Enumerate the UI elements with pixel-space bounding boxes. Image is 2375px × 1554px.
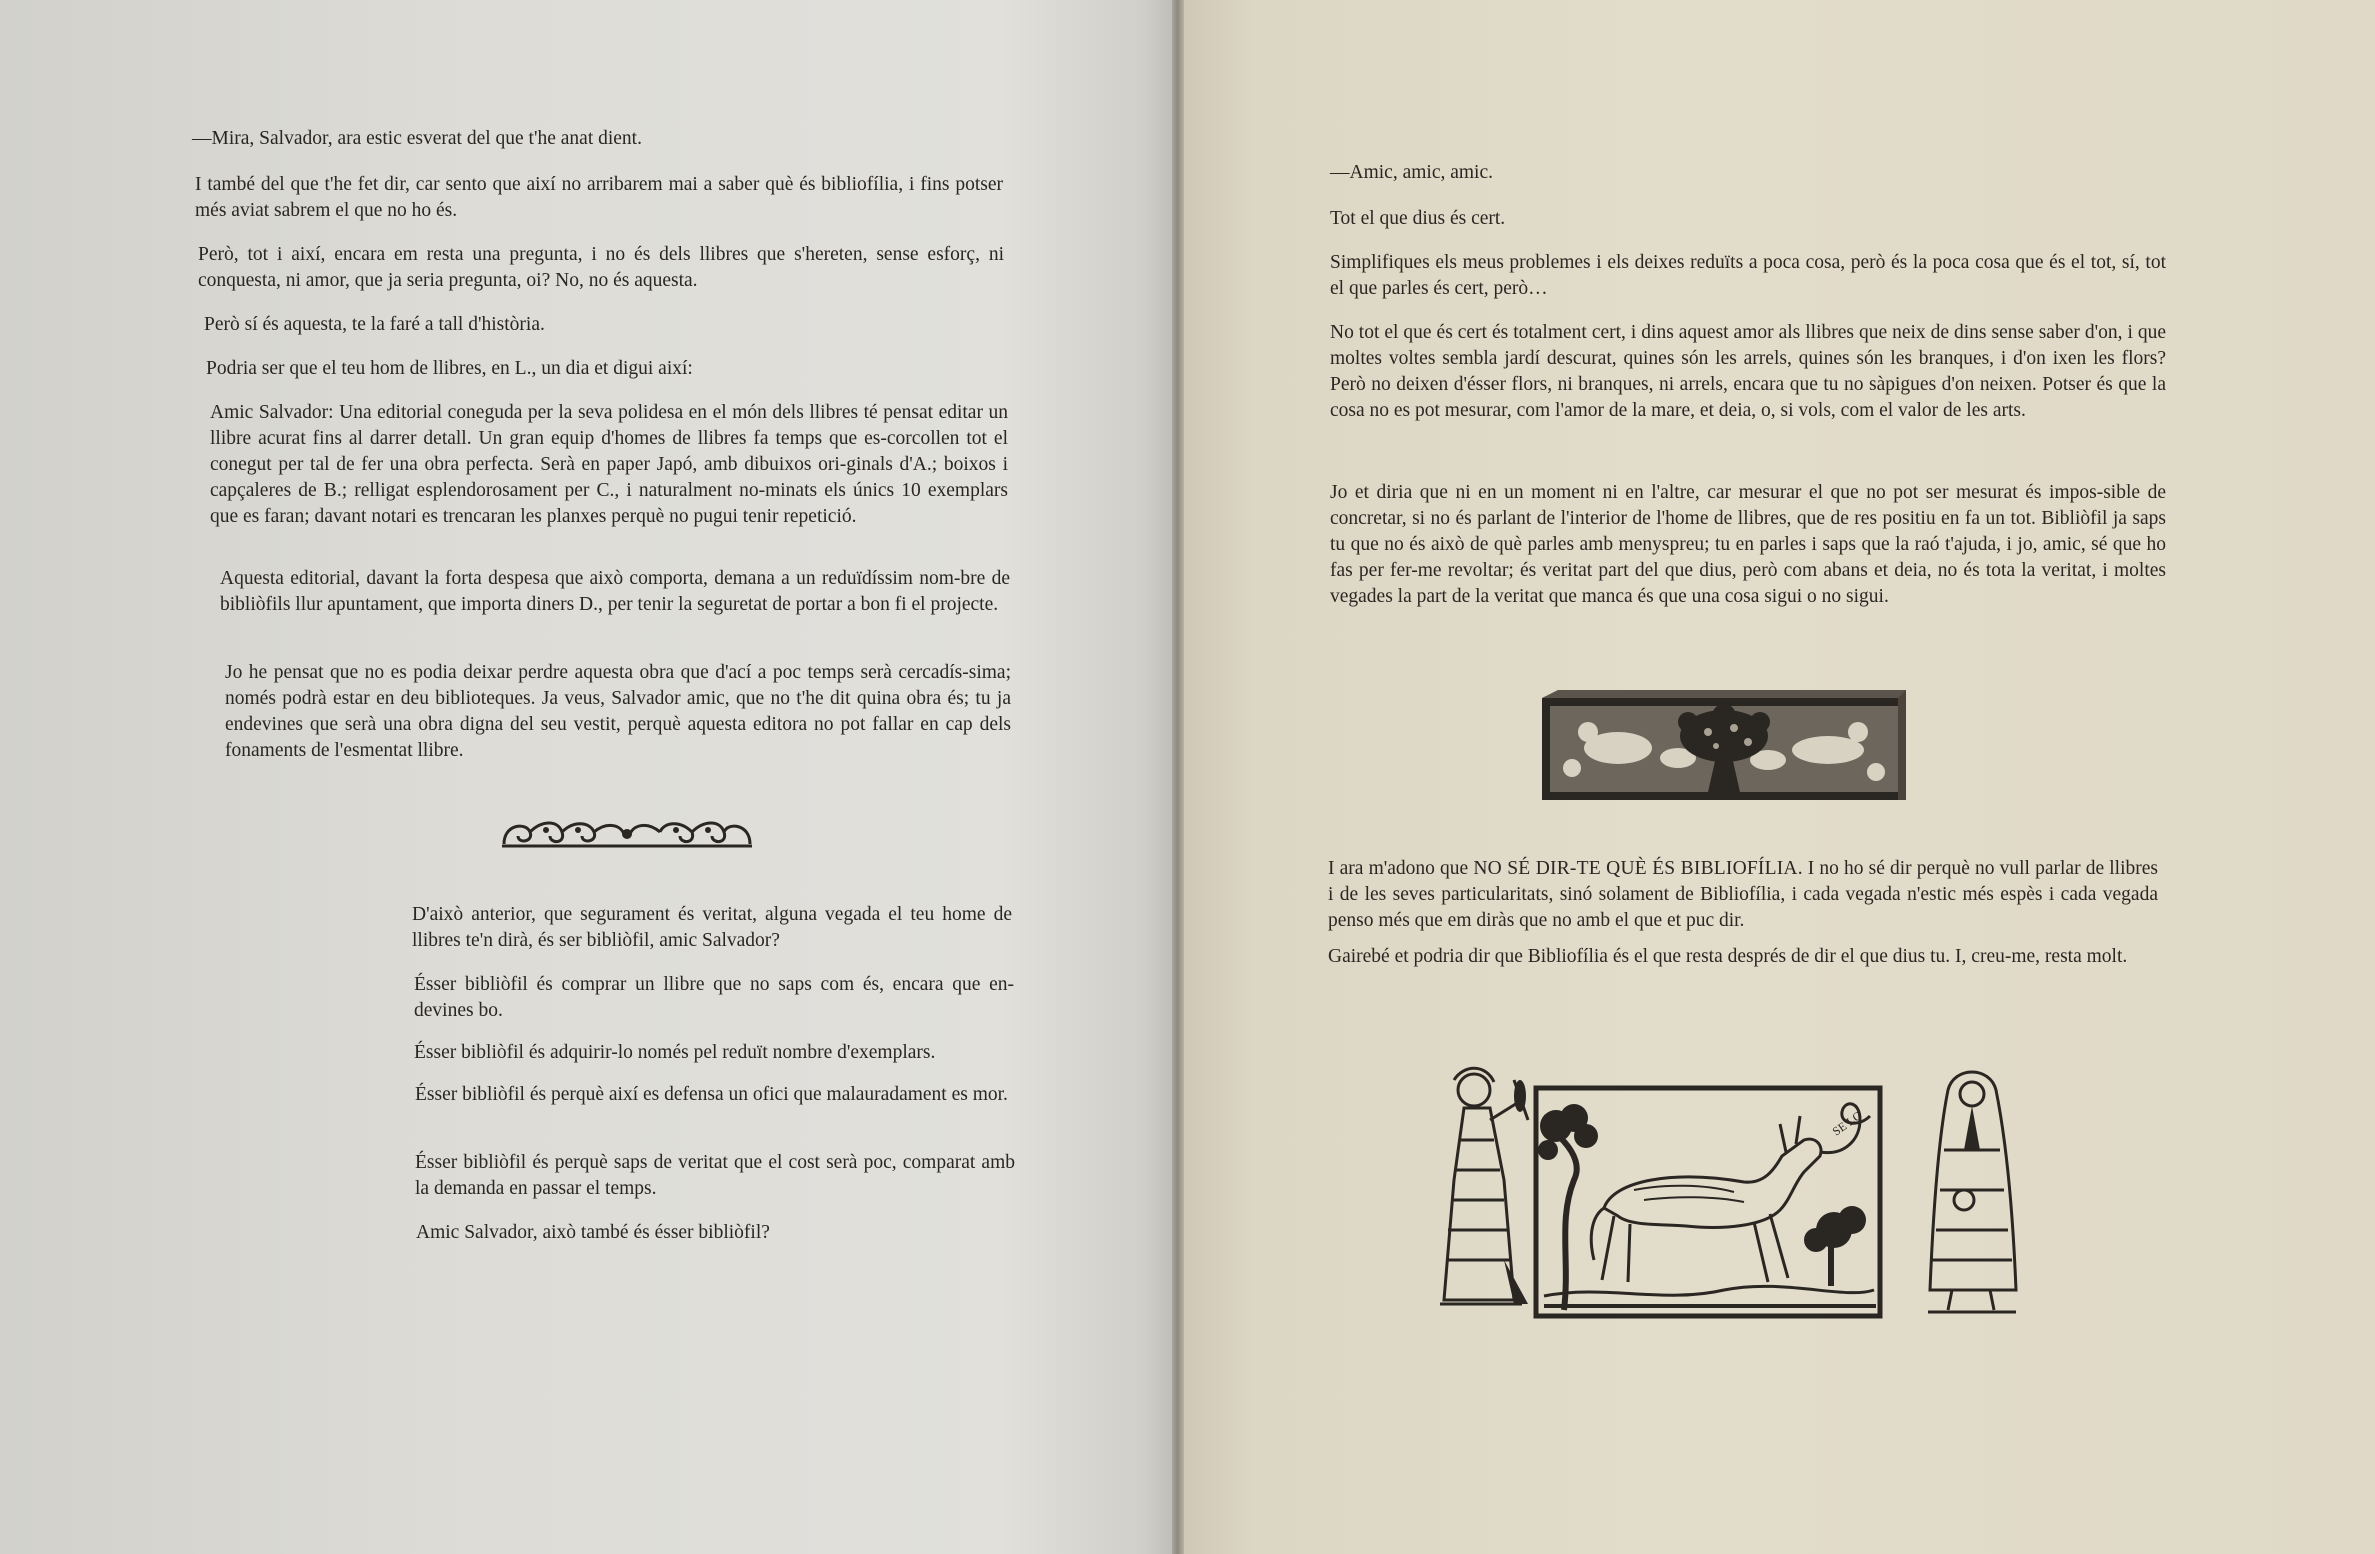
paragraph-12: Ésser bibliòfil és perquè així es defensa un ofici que malauradament es mor. [415, 1084, 1008, 1105]
right-page [1184, 0, 2375, 1554]
paragraph-4: Però sí és aquesta, te la faré a tall d'història. [204, 314, 545, 335]
paragraph-7: Gairebé et podria dir que Bibliofília és el que resta després de dir el que dius tu. I, creu-me, resta molt. [1328, 946, 2128, 967]
paragraph-1: —Mira, Salvador, ara estic esverat del que t'he anat dient. [192, 128, 642, 149]
paragraph-6-end: . I no ho sé dir perquè no vull parlar de llibres i de les seves particularitats, sinó solament de Bibliofília, i cada vegada n'estic més espès i cada vegada penso més que em diràs que no amb el que et puc dir. [1328, 858, 2158, 931]
paragraph-7: Aquesta editorial, davant la forta despesa que això comporta, demana a un reduïdíssim nom-bre de bibliòfils llur apuntament, que importa diners D., per tenir la seguretat de portar a bon fi el projecte. [220, 568, 1010, 615]
paragraph-3: Simplifiques els meus problemes i els deixes reduïts a poca cosa, però és la poca cosa que és el tot, sí, tot el que parles és cert, però… [1330, 252, 2166, 299]
paragraph-10: Ésser bibliòfil és comprar un llibre que no saps com és, encara que en-devines bo. [414, 974, 1014, 1021]
paragraph-5: Jo et diria que ni en un moment ni en l'altre, car mesurar el que no pot ser mesurat és impos-sible de concretar, si no és parlant de l'interior de l'home de llibres, que de res positiu en fa un tot. Bibliòfil ja saps tu que no és això de què parles amb menyspreu; tu en parles i saps que la raó t'ajuda, i jo, amic, sé que ho fas per fer-me revoltar; és veritat part del que dius, però com abans et deia, no és tota la veritat, i moltes vegades la part de la veritat que manca és que una cosa sigui o no sigui. [1330, 482, 2166, 607]
paragraph-6-start: I ara m'adono que [1328, 858, 1474, 879]
paragraph-4: No tot el que és cert és totalment cert, i dins aquest amor als llibres que neix de dins sense saber d'on, i que moltes voltes sembla jardí descurat, quines són les arrels, quines són les branques, i d'on ixen les flors? Però no deixen d'ésser flors, ni branques, ni arrels, encara que tu no sàpigues d'on neixen. Potser és que la cosa no es pot mesurar, com l'amor de la mare, et deia, o, si vols, com el valor de les arts. [1330, 322, 2166, 421]
paragraph-2: I també del que t'he fet dir, car sento que així no arribarem mai a saber què és bibliofília, i fins potser més aviat sabrem el que no ho és. [195, 174, 1003, 221]
woodcut-donkey-illustration-icon [1424, 1060, 2198, 1330]
paragraph-13: Ésser bibliòfil és perquè saps de veritat que el cost serà poc, comparat amb la demanda en passar el temps. [415, 1152, 1015, 1199]
paragraph-6-emphasis: NO SÉ DIR-TE QUÈ ÉS BIBLIOFÍLIA [1473, 858, 1798, 879]
left-page [0, 0, 1178, 1554]
ornament-divider-icon [498, 816, 756, 850]
paragraph-9: D'això anterior, que segurament és veritat, alguna vegada el teu home de llibres te'n dirà, és ser bibliòfil, amic Salvador? [412, 904, 1012, 951]
paragraph-1: —Amic, amic, amic. [1330, 162, 1493, 183]
scroll-text: SE LO [1829, 1108, 1865, 1139]
paragraph-14: Amic Salvador, això també és ésser bibliòfil? [416, 1222, 770, 1243]
paragraph-11: Ésser bibliòfil és adquirir-lo només pel reduït nombre d'exemplars. [414, 1042, 936, 1063]
paragraph-3: Però, tot i així, encara em resta una pregunta, i no és dels llibres que s'hereten, sense esforç, ni conquesta, ni amor, que ja seria pregunta, oi? No, no és aquesta. [198, 244, 1004, 291]
paragraph-6 [1328, 856, 2158, 934]
woodcut-header-icon [1538, 688, 1910, 804]
paragraph-2: Tot el que dius és cert. [1330, 208, 1506, 229]
paragraph-6: Amic Salvador: Una editorial coneguda per la seva polidesa en el món dels llibres té pensat editar un llibre acurat fins al darrer detall. Un gran equip d'homes de llibres fa temps que es-corcollen tot el conegut per tal de fer una obra perfecta. Serà en paper Japó, amb dibuixos ori-ginals d'A.; boixos i capçaleres de B.; relligat esplendorosament per C., i naturalment no-minats els únics 10 exemplars que es faran; davant notari es trencaran les planxes perquè no pugui tenir repetició. [210, 402, 1008, 527]
donkey-panel [1536, 1088, 1880, 1316]
paragraph-5: Podria ser que el teu hom de llibres, en L., un dia et digui així: [206, 358, 693, 379]
paragraph-8: Jo he pensat que no es podia deixar perdre aquesta obra que d'ací a poc temps serà cercadís-sima; només podrà estar en deu biblioteques. Ja veus, Salvador amic, que no t'he dit quina obra és; tu ja endevines que serà una obra digna del seu vestit, perquè aquesta editora no pot fallar en cap dels fonaments de l'esmentat llibre. [225, 662, 1011, 761]
